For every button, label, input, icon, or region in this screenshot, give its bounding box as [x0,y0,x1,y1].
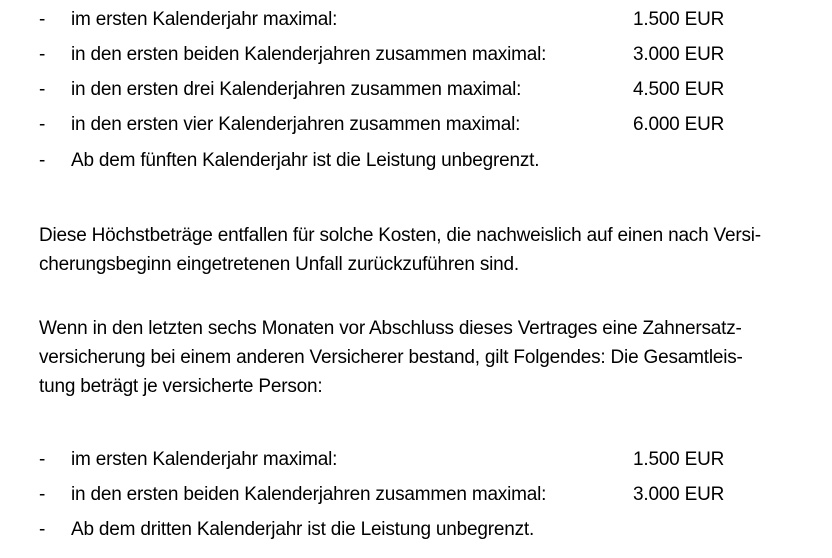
paragraph-line: versicherung bei einem anderen Versicherer bestand, gilt Folgendes: Die Gesamtleis- [39,347,743,368]
list-item-amount: 1.500 EUR [633,449,725,470]
list-item [0,79,832,109]
paragraph-previous-insurance [39,318,819,405]
list-item-text: im ersten Kalenderjahr maximal: [71,9,338,30]
list-item [0,519,832,549]
list-bullet: - [39,79,46,100]
paragraph-line: tung beträgt je versicherte Person: [39,376,323,397]
list-item-text: in den ersten drei Kalenderjahren zusammen maximal: [71,79,522,100]
paragraph-line: Wenn in den letzten sechs Monaten vor Abschluss dieses Vertrages eine Zahnersatz- [39,318,742,339]
list-bullet: - [39,114,46,135]
list-item [0,484,832,514]
list-bullet: - [39,44,46,65]
paragraph-accident-exception [39,225,819,283]
list-item-text: Ab dem fünften Kalenderjahr ist die Leistung unbegrenzt. [71,150,540,171]
list-item [0,150,832,180]
list-item-text: in den ersten beiden Kalenderjahren zusammen maximal: [71,484,547,505]
list-item-amount: 3.000 EUR [633,44,725,65]
list-item [0,449,832,479]
list-item-text: Ab dem dritten Kalenderjahr ist die Leistung unbegrenzt. [71,519,535,540]
paragraph-line: Diese Höchstbeträge entfallen für solche Kosten, die nachweislich auf einen nach Versi- [39,225,761,246]
list-item [0,114,832,144]
list-item-amount: 4.500 EUR [633,79,725,100]
paragraph-line: cherungsbeginn eingetretenen Unfall zurückzuführen sind. [39,254,519,275]
list-bullet: - [39,519,46,540]
list-item-amount: 1.500 EUR [633,9,725,30]
list-bullet: - [39,484,46,505]
list-bullet: - [39,9,46,30]
list-item-amount: 6.000 EUR [633,114,725,135]
list-bullet: - [39,449,46,470]
list-bullet: - [39,150,46,171]
list-item-text: in den ersten beiden Kalenderjahren zusammen maximal: [71,44,547,65]
list-item [0,9,832,39]
list-item-text: im ersten Kalenderjahr maximal: [71,449,338,470]
list-item-amount: 3.000 EUR [633,484,725,505]
list-item [0,44,832,74]
list-item-text: in den ersten vier Kalenderjahren zusammen maximal: [71,114,521,135]
